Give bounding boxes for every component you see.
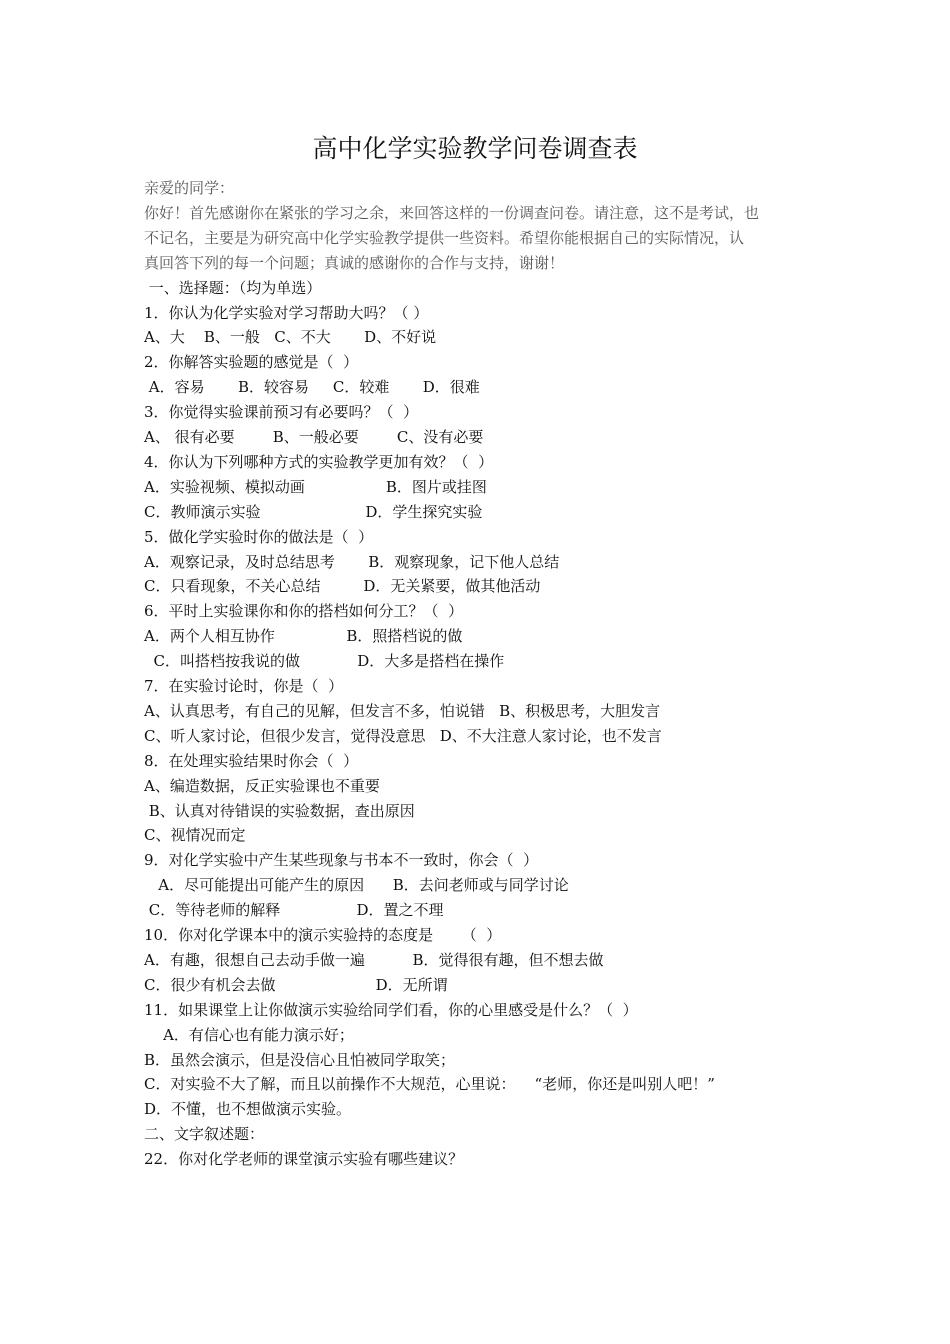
- question-line: A、编造数据，反正实验课也不重要: [144, 776, 380, 795]
- question-line: 2．你解答实验题的感觉是（ ）: [144, 353, 359, 372]
- question-line: 4．你认为下列哪种方式的实验教学更加有效？（ ）: [144, 452, 494, 471]
- question-line: A．容易 B．较容易 C．较难 D．很难: [144, 378, 480, 397]
- question-line: 3．你觉得实验课前预习有必要吗？（ ）: [144, 403, 419, 422]
- question-line: 9．对化学实验中产生某些现象与书本不一致时，你会（ ）: [144, 851, 539, 870]
- question-line: A、 很有必要 B、一般必要 C、没有必要: [144, 428, 484, 446]
- question-line: 1．你认为化学实验对学习帮助大吗？（ ）: [144, 303, 429, 322]
- question-line: C．等待老师的解释 D．置之不理: [144, 901, 444, 920]
- question-line: C．对实验不大了解，而且以前操作不大规范，心里说： “老师，你还是叫别人吧！”: [144, 1075, 715, 1094]
- intro-line: 真回答下列的每一个问题；真诚的感谢你的合作与支持，谢谢！: [144, 253, 565, 272]
- question-line: C．教师演示实验 D．学生探究实验: [144, 502, 483, 521]
- question-line: 6．平时上实验课你和你的搭档如何分工？（ ）: [144, 602, 464, 621]
- question-line: B、认真对待错误的实验数据，查出原因: [144, 801, 415, 820]
- question-line: A．有趣，很想自己去动手做一遍 B．觉得很有趣，但不想去做: [144, 950, 604, 969]
- question-line: 一、选择题：（均为单选）: [144, 278, 322, 297]
- question-line: 11．如果课堂上让你做演示实验给同学们看，你的心里感受是什么？（ ）: [144, 1000, 638, 1019]
- question-line: C、视情况而定: [144, 826, 246, 845]
- question-line: A．尽可能提出可能产生的原因 B．去问老师或与同学讨论: [144, 876, 569, 895]
- question-line: 7．在实验讨论时，你是（ ）: [144, 677, 344, 695]
- question-line: C、听人家讨论，但很少发言，觉得没意思 D、不大注意人家讨论，也不发言: [144, 726, 662, 745]
- question-line: B．虽然会演示，但是没信心且怕被同学取笑；: [144, 1050, 456, 1069]
- question-line: A、大 B、一般 C、不大 D、不好说: [144, 328, 437, 347]
- question-line: C．叫搭档按我说的做 D．大多是搭档在操作: [144, 652, 505, 671]
- question-line: 8．在处理实验结果时你会（ ）: [144, 751, 359, 770]
- question-line: C．很少有机会去做 D．无所谓: [144, 975, 448, 994]
- question-line: A．实验视频、模拟动画 B．图片或挂图: [144, 477, 487, 496]
- question-line: 22．你对化学老师的课堂演示实验有哪些建议？: [144, 1150, 464, 1169]
- question-line: A、认真思考，有自己的见解，但发言不多，怕说错 B、积极思考，大胆发言: [144, 701, 661, 720]
- question-line: A．两个人相互协作 B．照搭档说的做: [144, 627, 463, 646]
- question-line: 5．做化学实验时你的做法是（ ）: [144, 527, 374, 546]
- document-title: 高中化学实验教学问卷调查表: [312, 134, 638, 163]
- question-line: 10．你对化学课本中的演示实验持的态度是 （ ）: [144, 926, 502, 944]
- question-line: D．不懂，也不想做演示实验。: [144, 1100, 352, 1119]
- question-line: A．观察记录，及时总结思考 B．观察现象，记下他人总结: [144, 552, 560, 571]
- intro-line: 不记名，主要是为研究高中化学实验教学提供一些资料。希望你能根据自己的实际情况，认: [144, 228, 745, 247]
- intro-line: 亲爱的同学：: [144, 179, 235, 197]
- question-line: A．有信心也有能力演示好；: [144, 1025, 354, 1044]
- question-line: C．只看现象，不关心总结 D．无关紧要，做其他活动: [144, 577, 541, 596]
- intro-line: 你好！首先感谢你在紧张的学习之余，来回答这样的一份调查问卷。请注意，这不是考试，也: [144, 203, 760, 222]
- question-line: 二、文字叙述题：: [144, 1125, 265, 1144]
